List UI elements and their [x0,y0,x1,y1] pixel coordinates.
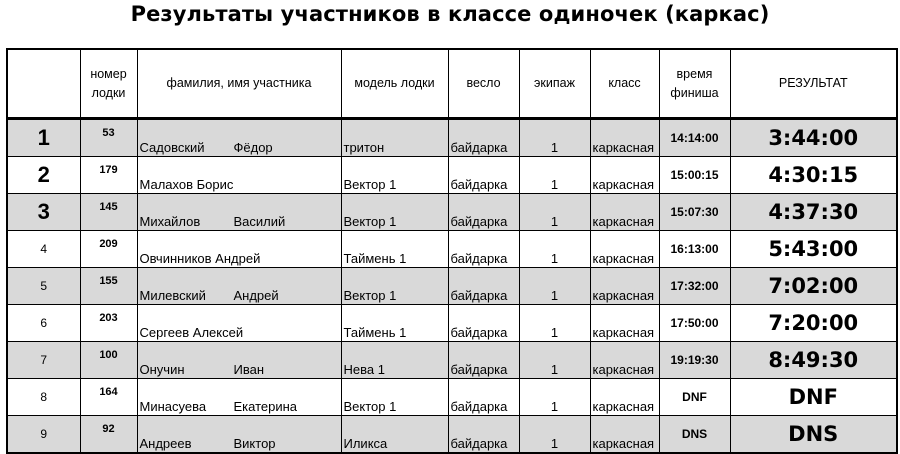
participant-last-name: Малахов Борис [139,177,234,192]
boat-model-cell: Вектор 1 [341,379,448,416]
boat-number-cell: 203 [80,305,137,342]
crew-cell: 1 [519,157,590,194]
paddle-cell: байдарка [448,342,519,379]
participant-first-name: Фёдор [233,140,273,155]
header-boat-model: модель лодки [341,49,448,119]
results-table [6,48,898,454]
paddle-cell: байдарка [448,119,519,157]
place-cell: 7 [7,342,80,379]
class-cell: каркасная [590,268,659,305]
table-row [7,268,897,305]
class-cell: каркасная [590,157,659,194]
participant-last-name: Садовский [139,140,205,155]
finish-time-cell: DNF [659,379,730,416]
participant-first-name: Василий [233,214,286,229]
participant-last-name: Михайлов [139,214,201,229]
participant-name-cell [137,231,341,268]
result-cell: 4:37:30 [730,194,897,231]
boat-model-cell: Вектор 1 [341,194,448,231]
boat-number-cell: 100 [80,342,137,379]
participant-last-name: Минасуева [139,399,207,414]
participant-last-name: Андреев [139,436,192,451]
header-place [7,49,80,119]
table-row [7,342,897,379]
finish-time-cell: 15:00:15 [659,157,730,194]
paddle-cell: байдарка [448,305,519,342]
participant-first-name: Андрей [233,288,279,303]
participant-last-name: Милевский [139,288,206,303]
result-cell: 8:49:30 [730,342,897,379]
finish-time-cell: 14:14:00 [659,119,730,157]
place-cell: 3 [7,194,80,231]
participant-name-cell [137,268,341,305]
header-class: класс [590,49,659,119]
crew-cell: 1 [519,119,590,157]
boat-model-cell: Таймень 1 [341,305,448,342]
crew-cell: 1 [519,231,590,268]
participant-name-cell [137,342,341,379]
header-boat-number-line1: номер [90,66,127,81]
page-title: Результаты участников в классе одиночек (каркас) [130,2,770,26]
place-cell: 4 [7,231,80,268]
paddle-cell: байдарка [448,231,519,268]
crew-cell: 1 [519,342,590,379]
class-cell: каркасная [590,231,659,268]
header-finish-line1: время [676,66,713,81]
boat-model-cell: Вектор 1 [341,157,448,194]
table-row [7,194,897,231]
paddle-cell: байдарка [448,416,519,454]
boat-number-cell: 155 [80,268,137,305]
participant-name-cell [137,194,341,231]
boat-number-cell: 145 [80,194,137,231]
boat-number-cell: 179 [80,157,137,194]
participant-first-name: Иван [233,362,265,377]
table-row [7,231,897,268]
place-cell: 2 [7,157,80,194]
finish-time-cell: 16:13:00 [659,231,730,268]
crew-cell: 1 [519,379,590,416]
table-row [7,119,897,157]
header-boat-number [80,49,137,119]
finish-time-cell: 17:50:00 [659,305,730,342]
header-boat-number-line2: лодки [91,85,126,100]
place-cell: 1 [7,119,80,157]
header-crew: экипаж [519,49,590,119]
participant-name-cell [137,119,341,157]
boat-model-cell: тритон [341,119,448,157]
place-cell: 5 [7,268,80,305]
participant-name-cell [137,157,341,194]
paddle-cell: байдарка [448,194,519,231]
participant-last-name: Онучин [139,362,185,377]
boat-model-cell: Нева 1 [341,342,448,379]
paddle-cell: байдарка [448,268,519,305]
class-cell: каркасная [590,119,659,157]
place-cell: 6 [7,305,80,342]
table-row [7,416,897,454]
participant-name-cell [137,416,341,454]
finish-time-cell: 19:19:30 [659,342,730,379]
boat-model-cell: Иликса [341,416,448,454]
finish-time-cell: 15:07:30 [659,194,730,231]
result-cell: 7:02:00 [730,268,897,305]
class-cell: каркасная [590,305,659,342]
crew-cell: 1 [519,194,590,231]
finish-time-cell: 17:32:00 [659,268,730,305]
class-cell: каркасная [590,379,659,416]
result-cell: DNS [730,416,897,454]
boat-model-cell: Вектор 1 [341,268,448,305]
place-cell: 9 [7,416,80,454]
result-cell: 5:43:00 [730,231,897,268]
table-row [7,157,897,194]
header-result: РЕЗУЛЬТАТ [730,49,897,119]
header-paddle: весло [448,49,519,119]
table-row [7,379,897,416]
header-row [7,49,897,119]
place-cell: 8 [7,379,80,416]
participant-last-name: Овчинников Андрей [139,251,261,266]
participant-name-cell [137,305,341,342]
result-cell: 7:20:00 [730,305,897,342]
table-row [7,305,897,342]
class-cell: каркасная [590,342,659,379]
header-finish-line2: финиша [670,85,719,100]
class-cell: каркасная [590,194,659,231]
result-cell: 4:30:15 [730,157,897,194]
participant-last-name: Сергеев Алексей [139,325,244,340]
participant-first-name: Виктор [233,436,276,451]
paddle-cell: байдарка [448,157,519,194]
paddle-cell: байдарка [448,379,519,416]
boat-model-cell: Таймень 1 [341,231,448,268]
participant-name-cell [137,379,341,416]
class-cell: каркасная [590,416,659,454]
crew-cell: 1 [519,268,590,305]
crew-cell: 1 [519,416,590,454]
boat-number-cell: 53 [80,119,137,157]
crew-cell: 1 [519,305,590,342]
boat-number-cell: 209 [80,231,137,268]
result-cell: 3:44:00 [730,119,897,157]
boat-number-cell: 92 [80,416,137,454]
header-finish-time [659,49,730,119]
boat-number-cell: 164 [80,379,137,416]
result-cell: DNF [730,379,897,416]
finish-time-cell: DNS [659,416,730,454]
header-name: фамилия, имя участника [137,49,341,119]
participant-first-name: Екатерина [233,399,298,414]
